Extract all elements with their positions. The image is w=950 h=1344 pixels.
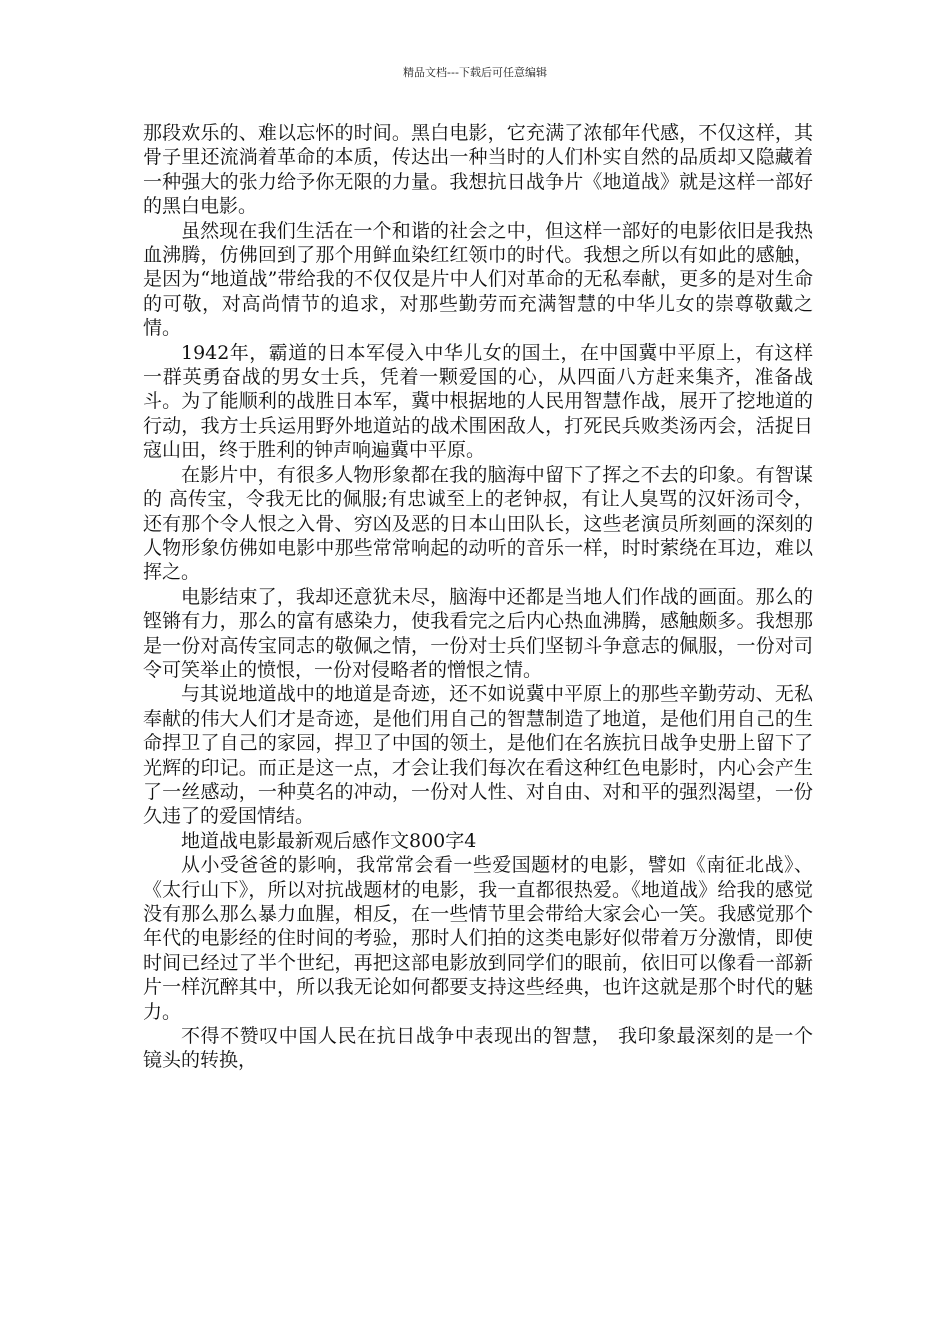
paragraph: 虽然现在我们生活在一个和谐的社会之中，但这样一部好的电影依旧是我热血沸腾，仿佛回到了那个用鲜血染红红领巾的时代。我想之所以有如此的感触，是因为“地道战”带给我的不仅仅是片中人们对革命的无私奉献，更多的是对生命的可敬，对高尚情节的追求，对那些勤劳而充满智慧的中华儿女的崇尊敬戴之情。 — [143, 219, 813, 340]
paragraph: 在影片中，有很多人物形象都在我的脑海中留下了挥之不去的印象。有智谋的 高传宝，令我无比的佩服;有忠诚至上的老钟叔，有让人臭骂的汉奸汤司令，还有那个令人恨之入骨、穷凶及恶的日本山田队长，这些老演员所刻画的深刻的人物形象仿佛如电影中那些常常响起的动听的音乐一样，时时萦绕在耳边，难以挥之。 — [143, 463, 813, 584]
document-body — [143, 121, 813, 1073]
paragraph: 1942年，霸道的日本军侵入中华儿女的国土，在中国冀中平原上，有这样一群英勇奋战的男女士兵，凭着一颗爱国的心，从四面八方赶来集齐，准备战斗。为了能顺利的战胜日本军，冀中根据地的人民用智慧作战，展开了挖地道的行动，我方士兵运用野外地道站的战术围困敌人，打死民兵败类汤丙会，活捉日寇山田，终于胜利的钟声响遍冀中平原。 — [143, 341, 813, 462]
paragraph: 从小受爸爸的影响，我常常会看一些爱国题材的电影，譬如《南征北战》、《太行山下》，所以对抗战题材的电影，我一直都很热爱。《地道战》给我的感觉没有那么那么暴力血腥，相反，在一些情节里会带给大家会心一笑。我感觉那个年代的电影经的住时间的考验，那时人们拍的这类电影好似带着万分激情，即使时间已经过了半个世纪，再把这部电影放到同学们的眼前，依旧可以像看一部新片一样沉醉其中，所以我无论如何都要支持这些经典，也许这就是那个时代的魅力。 — [143, 854, 813, 1023]
paragraph: 不得不赞叹中国人民在抗日战争中表现出的智慧， 我印象最深刻的是一个镜头的转换， — [143, 1025, 813, 1072]
paragraph: 那段欢乐的、难以忘怀的时间。黑白电影，它充满了浓郁年代感，不仅这样，其骨子里还流淌着革命的本质，传达出一种当时的人们朴实自然的品质却又隐藏着一种强大的张力给予你无限的力量。我想抗日战争片《地道战》就是这样一部好的黑白电影。 — [143, 122, 813, 218]
page-header: 精品文档---下载后可任意编辑 — [403, 66, 547, 79]
section-heading: 地道战电影最新观后感作文800字4 — [181, 829, 477, 852]
paragraph: 与其说地道战中的地道是奇迹，还不如说冀中平原上的那些辛勤劳动、无私奉献的伟大人们才是奇迹，是他们用自己的智慧制造了地道，是他们用自己的生命捍卫了自己的家园，捍卫了中国的领土，是他们在名族抗日战争史册上留下了光辉的印记。而正是这一点，才会让我们每次在看这种红色电影时，内心会产生了一丝感动，一种莫名的冲动，一份对人性、对自由、对和平的强烈渴望，一份久违了的爱国情结。 — [143, 683, 813, 828]
paragraph: 电影结束了，我却还意犹未尽，脑海中还都是当地人们作战的画面。那么的铿锵有力，那么的富有感染力，使我看完之后内心热血沸腾，感触颇多。我想那是一份对高传宝同志的敬佩之情，一份对士兵们坚韧斗争意志的佩服，一份对司令可笑举止的愤恨，一份对侵略者的憎恨之情。 — [143, 585, 813, 681]
